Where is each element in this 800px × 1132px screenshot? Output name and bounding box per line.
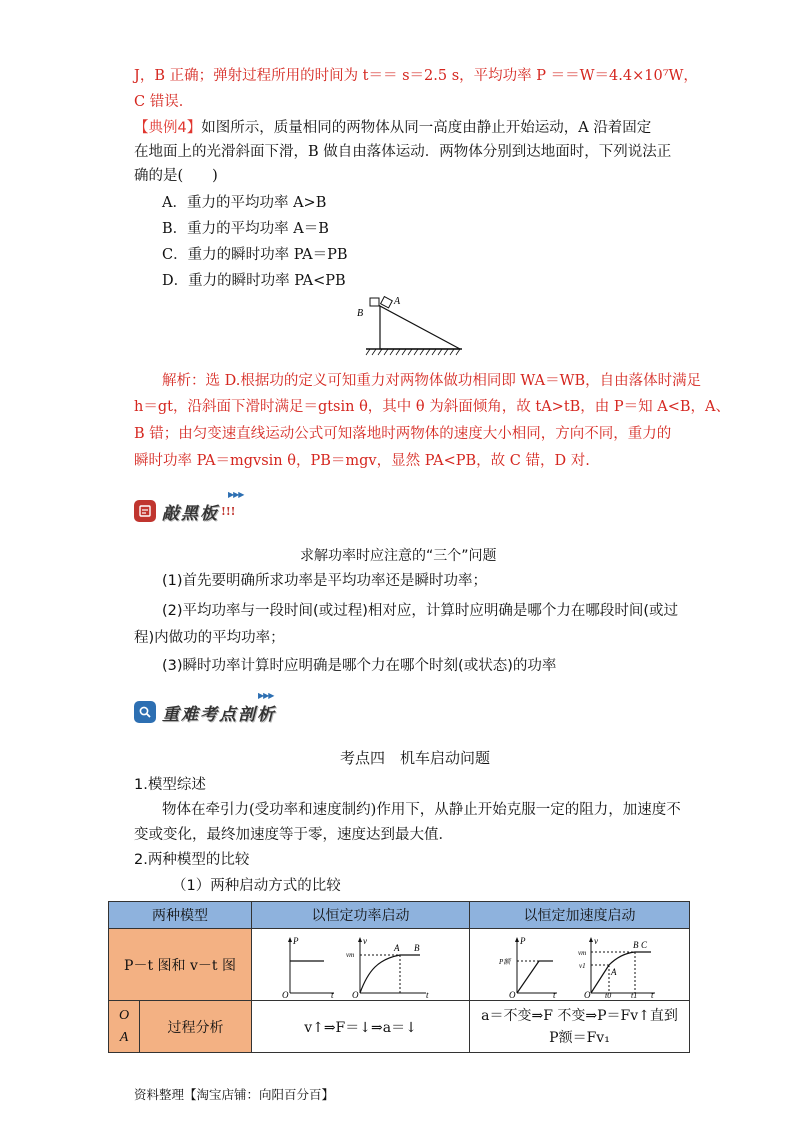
header-models: 两种模型 bbox=[109, 902, 252, 929]
incline-figure bbox=[350, 292, 470, 358]
solution-line-2: h＝gt，沿斜面下滑时满足＝gtsin θ，其中 θ 为斜面倾角，故 tA>tB，由 P＝知 A<B，A、 bbox=[134, 399, 731, 415]
row1-label: P－t 图和 v－t 图 bbox=[109, 929, 252, 1001]
row2-c2-line1: a＝不变⇒F 不变⇒P＝Fv↑直到 bbox=[481, 1007, 678, 1024]
section-h1: 1.模型综述 bbox=[134, 777, 206, 793]
banner-qiaoheiban bbox=[134, 490, 244, 526]
header-constant-power: 以恒定功率启动 bbox=[252, 902, 470, 929]
graph-cell-power bbox=[252, 929, 470, 1001]
g2-v: v bbox=[593, 935, 598, 946]
g2-t: t bbox=[552, 989, 556, 999]
banner2-title: 重难考点剖析 bbox=[162, 704, 276, 725]
example-text-1: 如图所示，质量相同的两物体从同一高度由静止开始运动，A 沿着固定 bbox=[201, 120, 652, 136]
fig-label-a: A bbox=[394, 296, 401, 307]
graph-cell-accel bbox=[470, 929, 690, 1001]
top-line-1: J，B 正确；弹射过程所用的时间为 t＝＝ s＝2.5 s，平均功率 P ＝＝W＝4.4×10⁷W， bbox=[134, 68, 698, 84]
g1-t1: t bbox=[330, 989, 334, 999]
header-constant-accel: 以恒定加速度启动 bbox=[470, 902, 690, 929]
solution-line-1: 解析：选 D.根据功的定义可知重力对两物体做功相同即 WA＝WB，自由落体时满足 bbox=[162, 373, 702, 389]
g1-b: B bbox=[413, 942, 419, 953]
g2-c: C bbox=[640, 939, 647, 950]
row2-side-o: O bbox=[118, 1007, 130, 1023]
comparison-table bbox=[108, 901, 690, 1053]
note-p1: (1)首先要明确所求功率是平均功率还是瞬时功率； bbox=[162, 573, 488, 589]
example-line-1 bbox=[134, 118, 651, 138]
banner-title: 敲黑板 bbox=[162, 503, 219, 524]
option-b: B．重力的平均功率 A＝B bbox=[162, 221, 329, 237]
example-tag: 【典例4】 bbox=[134, 120, 202, 136]
section-p1b: 变或变化，最终加速度等于零，速度达到最大值． bbox=[134, 827, 453, 843]
note-icon bbox=[134, 500, 156, 522]
graph-constant-accel bbox=[495, 935, 665, 999]
magnifier-icon bbox=[134, 701, 156, 723]
g2-o2: O bbox=[583, 989, 590, 999]
arrows-icon-2: ▶▶▶ bbox=[258, 691, 274, 700]
g1-o: O bbox=[281, 989, 288, 999]
arrows-icon: ▶▶▶ bbox=[228, 490, 244, 499]
note-p3: (3)瞬时功率计算时应明确是哪个力在哪个时刻(或状态)的功率 bbox=[162, 658, 557, 674]
section-h2: 2.两种模型的比较 bbox=[134, 852, 250, 868]
section-h3: （1）两种启动方式的比较 bbox=[172, 878, 341, 894]
g1-v: v bbox=[362, 935, 367, 946]
option-d: D．重力的瞬时功率 PA<PB bbox=[162, 273, 346, 289]
example-line-2: 在地面上的光滑斜面下滑，B 做自由落体运动．两物体分别到达地面时，下列说法正 bbox=[134, 144, 672, 160]
g2-p: P bbox=[519, 935, 525, 946]
section-p1a: 物体在牵引力(受功率和速度制约)作用下，从静止开始克服一定的阻力，加速度不 bbox=[162, 802, 681, 818]
example-line-3: 确的是( ) bbox=[134, 168, 218, 184]
solution-line-3: B 错；由匀变速直线运动公式可知落地时两物体的速度大小相同，方向不同，重力的 bbox=[134, 426, 672, 442]
note-p2a: (2)平均功率与一段时间(或过程)相对应，计算时应明确是哪个力在哪段时间(或过 bbox=[162, 603, 679, 619]
g2-vm: vm bbox=[577, 948, 586, 957]
section-title: 考点四 机车启动问题 bbox=[340, 749, 491, 767]
g2-v1: v1 bbox=[578, 961, 586, 970]
row2-c1: v↑⇒F＝↓⇒a＝↓ bbox=[252, 1001, 470, 1053]
graph-constant-power bbox=[276, 935, 446, 999]
option-a: A．重力的平均功率 A>B bbox=[162, 195, 327, 211]
solution-line-4: 瞬时功率 PA＝mgvsin θ，PB＝mgv，显然 PA<PB，故 C 错，D 对. bbox=[134, 453, 590, 469]
row2-side-a: A bbox=[119, 1029, 129, 1045]
row2-c2-line2: P额＝Fv₁ bbox=[549, 1029, 610, 1046]
g1-vm: vm bbox=[345, 950, 354, 959]
fig-label-b: B bbox=[357, 308, 364, 319]
g1-p: P bbox=[292, 935, 298, 946]
g1-a: A bbox=[393, 942, 399, 953]
option-c: C．重力的瞬时功率 PA＝PB bbox=[162, 247, 348, 263]
note-title: 求解功率时应注意的“三个”问题 bbox=[300, 548, 497, 564]
banner-key-points bbox=[134, 691, 276, 727]
g2-t0: t0 bbox=[604, 990, 611, 999]
g2-pe: P额 bbox=[498, 957, 510, 966]
g2-o: O bbox=[508, 989, 515, 999]
top-line-2: C 错误． bbox=[134, 94, 194, 110]
footer-text: 资料整理【淘宝店铺：向阳百分百】 bbox=[134, 1087, 335, 1102]
g1-o2: O bbox=[351, 989, 358, 999]
note-p2b: 程)内做功的平均功率； bbox=[134, 630, 285, 646]
row2-side bbox=[109, 1001, 140, 1053]
g2-t1: t1 bbox=[630, 990, 637, 999]
g1-t2: t bbox=[425, 989, 429, 999]
row2-c2 bbox=[470, 1001, 690, 1053]
g2-b: B bbox=[632, 939, 638, 950]
g2-a: A bbox=[610, 966, 616, 977]
banner-suffix: !!! bbox=[221, 504, 236, 518]
row2-label: 过程分析 bbox=[140, 1001, 252, 1053]
g2-t2: t bbox=[650, 989, 654, 999]
